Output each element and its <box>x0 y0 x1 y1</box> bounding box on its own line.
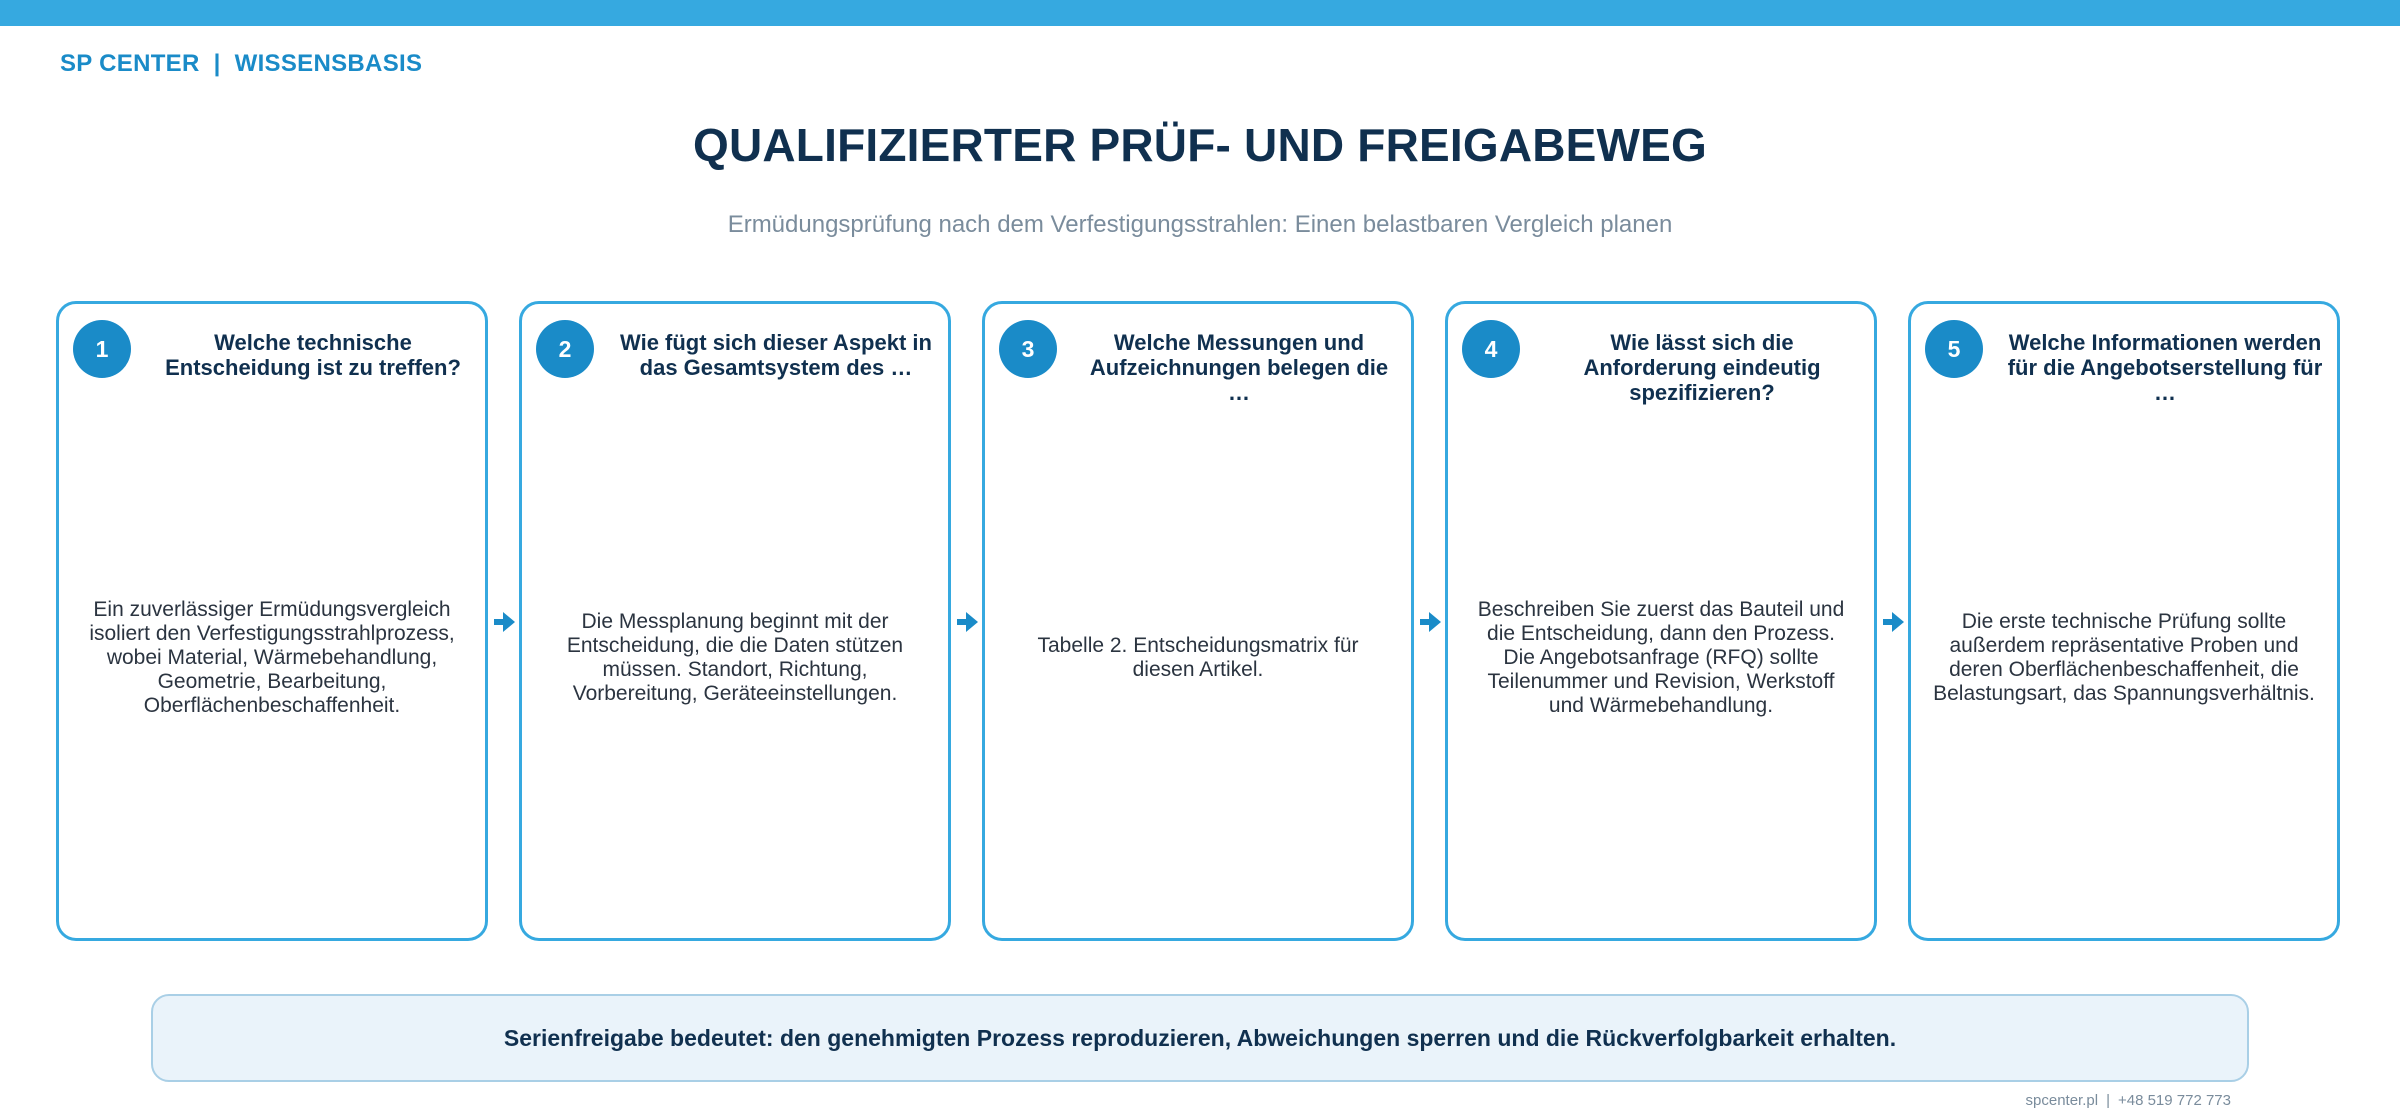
contact-line <box>2026 1092 2231 1109</box>
footer-banner <box>151 994 2249 1082</box>
step-card-1 <box>56 301 488 941</box>
page-subtitle: Ermüdungsprüfung nach dem Verfestigungsstrahlen: Einen belastbaren Vergleich planen <box>727 211 1673 238</box>
page-title: QUALIFIZIERTER PRÜF- UND FREIGABEWEG <box>692 119 1708 171</box>
website-link[interactable]: spcenter.pl <box>2025 1092 2099 1109</box>
step-question: Welche Messungen und Aufzeichnungen belegen die … <box>1089 330 1389 405</box>
step-card-2 <box>519 301 951 941</box>
brand-name: SP CENTER <box>60 50 200 77</box>
footer-banner-text: Serienfreigabe bedeutet: den genehmigten Prozess reproduzieren, Abweichungen sperren und die Rückverfolgbarkeit erhalten. <box>503 1024 1897 1051</box>
top-accent-bar <box>0 0 2400 26</box>
arrow-right-icon <box>494 611 516 633</box>
step-text: Tabelle 2. Entscheidungsmatrix für diesen Artikel. <box>1037 634 1359 681</box>
step-number-badge: 2 <box>536 320 594 378</box>
step-question: Wie lässt sich die Anforderung eindeutig spezifizieren? <box>1583 330 1821 405</box>
brand-header <box>60 50 422 78</box>
arrow-right-icon <box>1420 611 1442 633</box>
step-text: Die erste technische Prüfung sollte außerdem repräsentative Proben und deren Oberflächenbeschaffenheit, die Belastungsart, das Spannungsverhältnis. <box>1933 610 2315 705</box>
section-name: WISSENSBASIS <box>234 50 423 77</box>
step-question: Welche technische Entscheidung ist zu treffen? <box>165 330 461 380</box>
step-question: Wie fügt sich dieser Aspekt in das Gesamtsystem des … <box>620 330 932 380</box>
step-card-3 <box>982 301 1414 941</box>
step-number-badge: 1 <box>73 320 131 378</box>
step-question: Welche Informationen werden für die Angebotserstellung für … <box>2007 330 2323 405</box>
arrow-right-icon <box>957 611 979 633</box>
step-number-badge: 3 <box>999 320 1057 378</box>
step-text: Beschreiben Sie zuerst das Bauteil und die Entscheidung, dann den Prozess. Die Angebotsanfrage (RFQ) sollte Teilenummer und Revision, Werkstoff und Wärmebehandlung. <box>1477 598 1845 717</box>
step-text: Ein zuverlässiger Ermüdungsvergleich isoliert den Verfestigungsstrahlprozess, wobei Material, Wärmebehandlung, Geometrie, Bearbeitung, Oberflächenbeschaffenheit. <box>89 598 455 717</box>
arrow-right-icon <box>1883 611 1905 633</box>
contact-separator: | <box>2106 1092 2110 1109</box>
step-text: Die Messplanung beginnt mit der Entscheidung, die die Daten stützen müssen. Standort, Richtung, Vorbereitung, Geräteeinstellungen. <box>566 610 904 705</box>
step-number-badge: 5 <box>1925 320 1983 378</box>
step-card-4 <box>1445 301 1877 941</box>
phone-number: +48 519 772 773 <box>2117 1092 2231 1109</box>
step-card-5 <box>1908 301 2340 941</box>
brand-separator: | <box>213 50 221 77</box>
step-number-badge: 4 <box>1462 320 1520 378</box>
